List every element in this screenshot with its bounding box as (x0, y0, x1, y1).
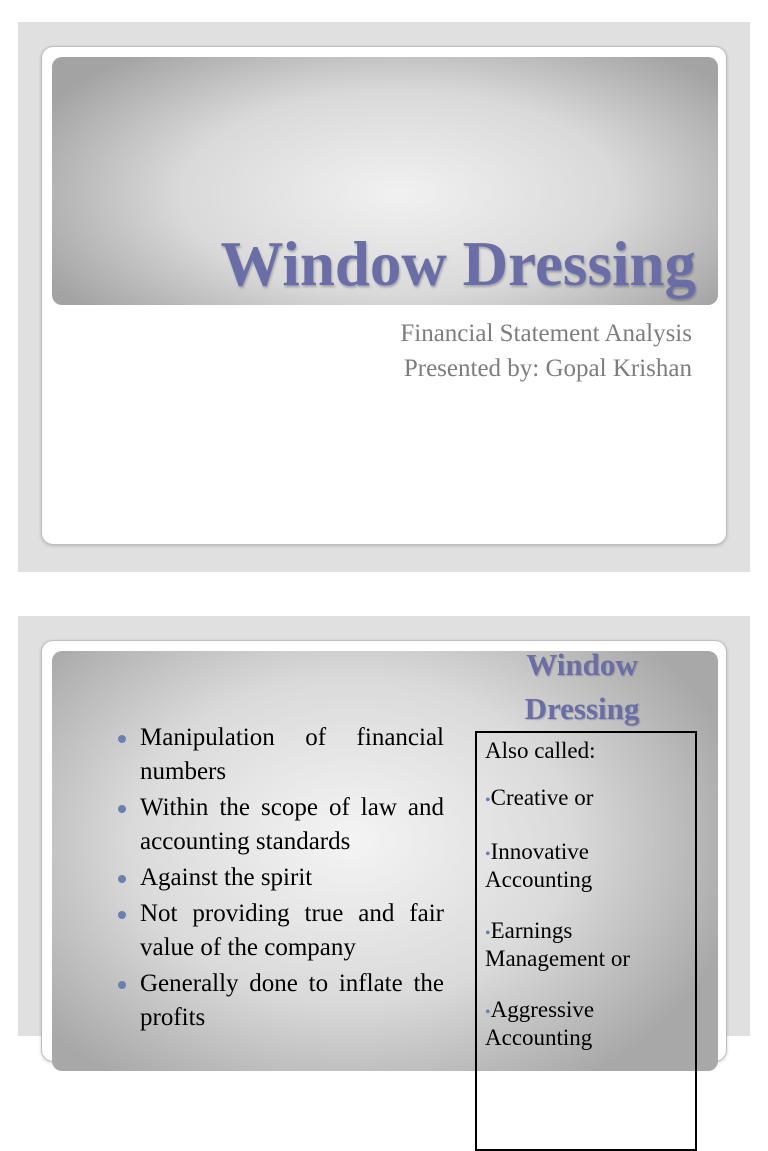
slide-1-card (41, 46, 727, 545)
slide-subtitle-line-2: Presented by: Gopal Krishan (403, 355, 692, 382)
also-called-box (475, 731, 697, 1151)
bullet-dot-icon: • (485, 925, 491, 942)
slide-subtitle-line-1: Financial Statement Analysis (400, 320, 692, 347)
side-title-line-1: Window (526, 647, 638, 682)
bullet-list (114, 721, 444, 1037)
side-title-line-2: Dressing (524, 691, 640, 726)
slide-1 (18, 22, 750, 572)
bullet-dot-icon (118, 875, 126, 883)
bullet-dot-icon (118, 981, 126, 989)
bullet-dot-icon (118, 805, 126, 813)
bullet-dot-icon (118, 911, 126, 919)
bullet-item: Manipulation of financial numbers (114, 721, 444, 789)
side-title (464, 643, 700, 731)
slide-2-card (41, 640, 727, 1062)
bullet-dot-icon (118, 735, 126, 743)
box-item: •Earnings Management or (485, 918, 630, 971)
bullet-dot-icon: • (485, 846, 491, 863)
bullet-item: Against the spirit (114, 861, 444, 895)
box-item: •Creative or (485, 785, 594, 810)
bullet-item: Generally done to inflate the profits (114, 967, 444, 1035)
bullet-dot-icon: • (485, 792, 491, 809)
slide-2 (18, 616, 750, 1050)
box-item: •Aggressive Accounting (485, 997, 595, 1050)
bullet-item: Within the scope of law and accounting standards (114, 791, 444, 859)
box-item: •Innovative Accounting (485, 839, 593, 892)
bullet-dot-icon: • (485, 1004, 491, 1021)
box-heading: Also called: (485, 738, 596, 763)
bullet-item: Not providing true and fair value of the company (114, 897, 444, 965)
slide-title: Window Dressing (220, 229, 696, 299)
